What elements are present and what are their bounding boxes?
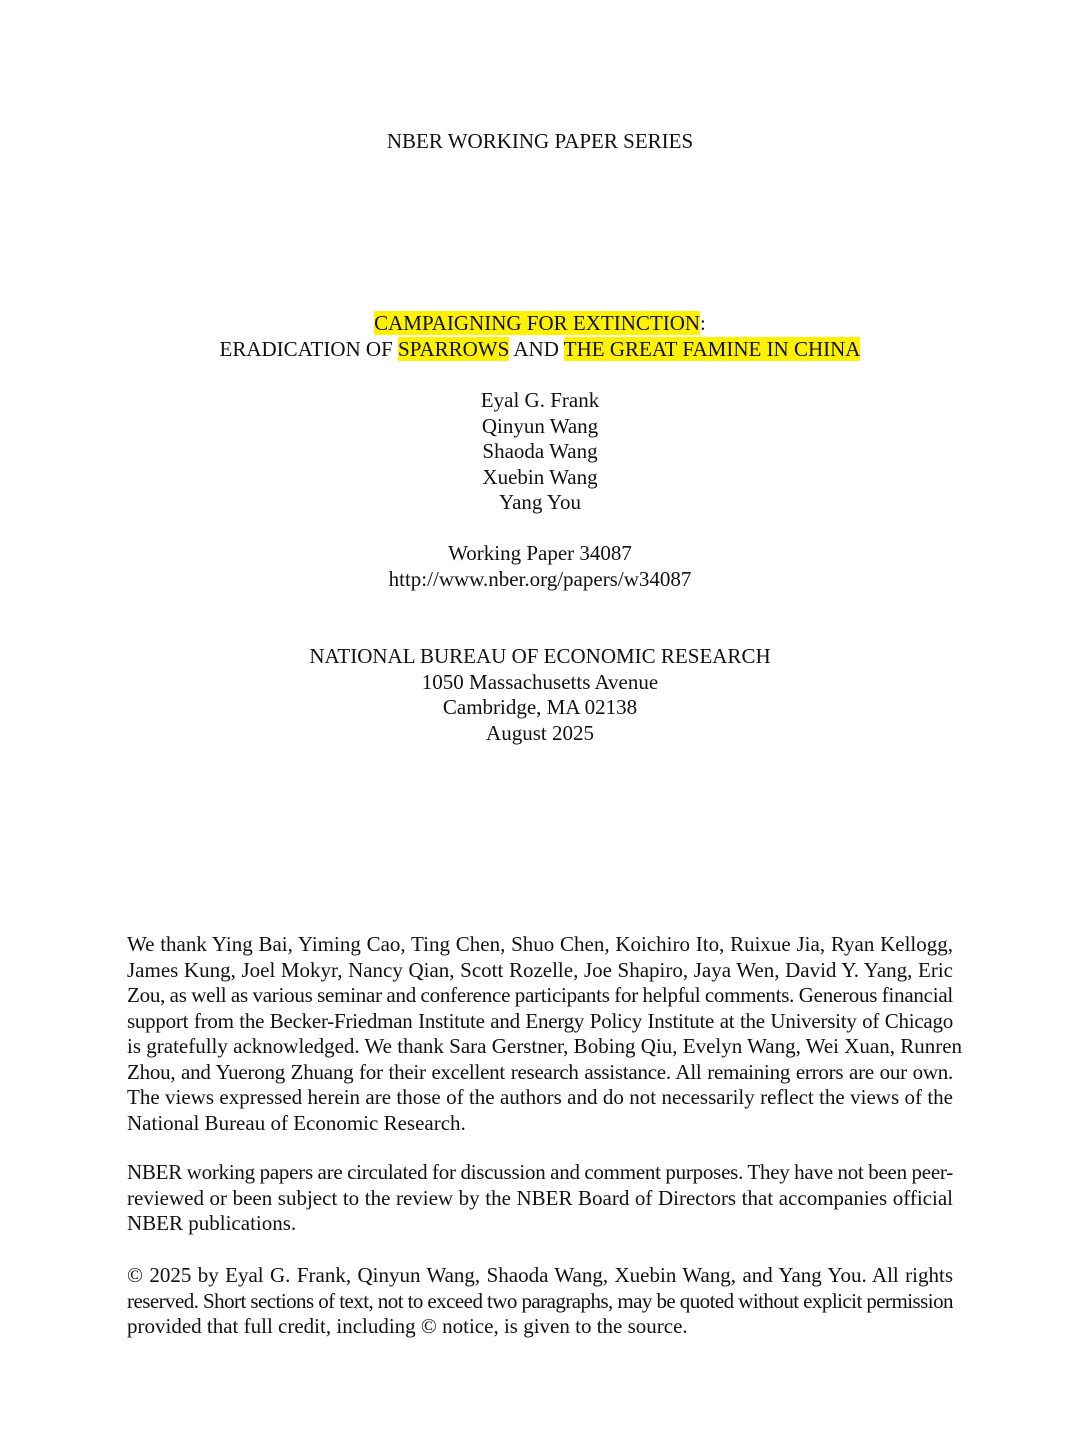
title-highlight-famine: THE GREAT FAMINE IN CHINA <box>563 336 861 361</box>
title-line-1 <box>0 311 1080 337</box>
paragraph-line: © 2025 by Eyal G. Frank, Qinyun Wang, Shaoda Wang, Xuebin Wang, and Yang You. All rights <box>127 1263 953 1287</box>
paragraph-line: Zou, as well as various seminar and conference participants for helpful comments. Generous financial <box>127 983 953 1007</box>
paragraph-line: reserved. Short sections of text, not to exceed two paragraphs, may be quoted without explicit permission <box>127 1288 953 1313</box>
paper-title <box>0 311 1080 362</box>
publisher-name: NATIONAL BUREAU OF ECONOMIC RESEARCH <box>309 644 771 668</box>
title-line-2 <box>0 337 1080 363</box>
paragraph-line: provided that full credit, including © notice, is given to the source. <box>127 1314 688 1338</box>
publication-date: August 2025 <box>486 720 594 745</box>
paragraph-line: reviewed or been subject to the review by the NBER Board of Directors that accompanies official <box>127 1185 953 1210</box>
title-highlight-campaigning: CAMPAIGNING FOR EXTINCTION <box>374 311 701 335</box>
paragraph-line: James Kung, Joel Mokyr, Nancy Qian, Scott Rozelle, Joe Shapiro, Jaya Wen, David Y. Yang, Eric <box>127 957 953 982</box>
acknowledgments-paragraph <box>127 932 963 1136</box>
title-eradication-text: ERADICATION OF <box>219 336 399 361</box>
series-heading <box>0 129 1080 155</box>
author-list <box>0 388 1080 516</box>
paragraph-line: National Bureau of Economic Research. <box>127 1110 466 1135</box>
author-name: Eyal G. Frank <box>480 388 600 412</box>
publisher-street: 1050 Massachusetts Avenue <box>421 669 659 694</box>
publisher-city: Cambridge, MA 02138 <box>442 695 638 719</box>
paragraph-line: support from the Becker-Friedman Institute and Energy Policy Institute at the University of Chicago <box>127 1008 953 1033</box>
working-paper-url[interactable]: http://www.nber.org/papers/w34087 <box>388 566 692 591</box>
paragraph-line: is gratefully acknowledged. We thank Sara Gerstner, Bobing Qiu, Evelyn Wang, Wei Xuan, Runren <box>127 1034 963 1058</box>
author-name: Qinyun Wang <box>481 413 599 438</box>
author-name: Xuebin Wang <box>482 464 598 489</box>
publisher-address <box>0 644 1080 746</box>
working-paper-info <box>0 541 1080 592</box>
title-highlight-sparrows: SPARROWS <box>398 336 510 361</box>
paragraph-line: We thank Ying Bai, Yiming Cao, Ting Chen, Shuo Chen, Koichiro Ito, Ruixue Jia, Ryan Kellogg, <box>127 932 953 956</box>
title-colon: : <box>700 311 706 335</box>
paragraph-line: NBER publications. <box>127 1211 297 1235</box>
paragraph-line: NBER working papers are circulated for discussion and comment purposes. They have not been peer- <box>127 1160 953 1184</box>
series-label: NBER WORKING PAPER SERIES <box>386 129 694 153</box>
paragraph-line: Zhou, and Yuerong Zhuang for their excellent research assistance. All remaining errors are our own. <box>127 1059 953 1084</box>
disclaimer-paragraph <box>127 1160 953 1237</box>
author-name: Yang You <box>499 490 581 514</box>
copyright-paragraph <box>127 1263 953 1340</box>
title-and-text: AND <box>509 336 564 361</box>
author-name: Shaoda Wang <box>482 439 598 463</box>
working-paper-number: Working Paper 34087 <box>448 541 632 565</box>
paragraph-line: The views expressed herein are those of the authors and do not necessarily reflect the views of the <box>127 1085 953 1109</box>
